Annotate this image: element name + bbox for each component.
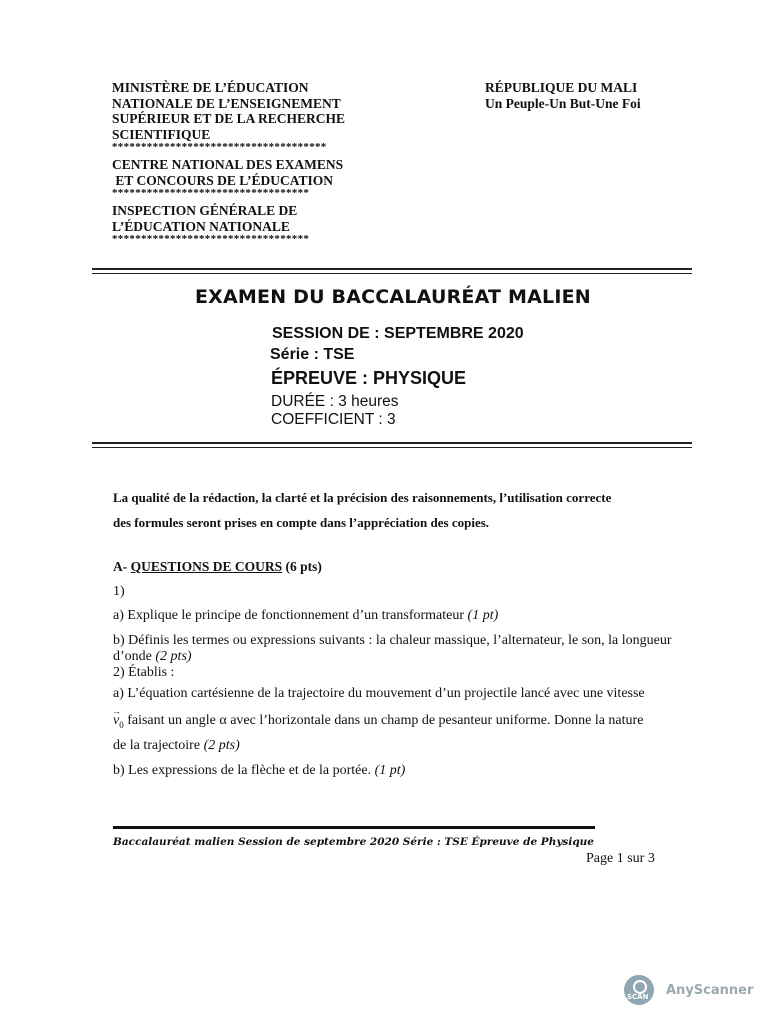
question-2b: [113, 763, 673, 779]
centre-line: CENTRE NATIONAL DES EXAMENS: [112, 157, 344, 172]
exam-epreuve: ÉPREUVE : PHYSIQUE: [271, 368, 467, 388]
section-prefix: A-: [113, 559, 131, 574]
footer-rule: [113, 826, 595, 829]
question-1a: [113, 608, 673, 624]
velocity-vector: [113, 713, 124, 733]
question-points: (2 pts): [203, 738, 240, 753]
scanner-logo-label: SCAN: [627, 993, 649, 1001]
exam-session: SESSION DE : SEPTEMBRE 2020: [272, 325, 524, 342]
question-text: a) Explique le principe de fonctionnement d’un transformateur: [113, 608, 468, 623]
question-text: de la trajectoire: [113, 738, 204, 753]
section-points: (6 pts): [282, 559, 322, 574]
bottom-rule-thin: [92, 447, 692, 448]
republic-motto: Un Peuple-Un But-Une Foi: [485, 96, 641, 111]
top-rule-thin: [92, 273, 692, 274]
page-number: Page 1 sur 3: [586, 851, 655, 866]
question-text: b) Les expressions de la flèche et de la portée.: [113, 763, 375, 778]
vector-symbol: v: [113, 713, 120, 728]
exam-title: EXAMEN DU BACCALAURÉAT MALIEN: [195, 286, 591, 308]
lens-icon: [633, 980, 647, 994]
question-1: 1): [113, 584, 125, 599]
question-2: 2) Établis :: [113, 665, 175, 680]
section-a-title: [113, 559, 322, 575]
vector-subscript: 0: [119, 719, 124, 730]
question-points: (2 pts): [155, 649, 192, 664]
ministry-line: NATIONALE DE L’ENSEIGNEMENT: [112, 95, 341, 111]
scanner-logo-icon: [624, 975, 654, 1005]
question-1b: [113, 633, 673, 665]
republic-header: [485, 80, 641, 112]
question-text: faisant un angle α avec l’horizontale dans un champ de pesanteur uniforme. Donne la nature: [123, 713, 644, 728]
exam-coefficient: COEFFICIENT : 3: [271, 411, 396, 428]
section-heading: QUESTIONS DE COURS: [130, 559, 283, 574]
star-separator: **********************************: [112, 187, 310, 199]
ministry-header: [112, 80, 412, 245]
question-text: b) Définis les termes ou expressions suivants : la chaleur massique, l’alternateur, le son, la longueur d’onde: [113, 633, 672, 664]
scanner-watermark: AnyScanner: [666, 983, 754, 998]
republic-name: RÉPUBLIQUE DU MALI: [485, 80, 638, 95]
top-rule: [92, 268, 692, 270]
star-separator: **********************************: [112, 233, 310, 245]
inspection-line: L’ÉDUCATION NATIONALE: [112, 218, 290, 234]
exam-serie: Série : TSE: [270, 346, 355, 363]
centre-line: ET CONCOURS DE L’ÉDUCATION: [112, 172, 334, 188]
bottom-rule: [92, 442, 692, 444]
star-separator: *************************************: [112, 141, 327, 153]
question-2a-line1: a) L’équation cartésienne de la trajectoire du mouvement d’un projectile lancé avec une vitesse: [113, 686, 645, 701]
footer-text: Baccalauréat malien Session de septembre 2020 Série : TSE Épreuve de Physique: [113, 836, 594, 848]
inspection-line: INSPECTION GÉNÉRALE DE: [112, 203, 298, 218]
question-2a-line2: [113, 713, 673, 733]
question-points: (1 pt): [374, 763, 406, 778]
intro-line: La qualité de la rédaction, la clarté et la précision des raisonnements, l’utilisation correcte: [113, 490, 612, 505]
question-2a-line3: [113, 738, 673, 754]
ministry-line: MINISTÈRE DE L’ÉDUCATION: [112, 80, 309, 95]
intro-line: des formules seront prises en compte dans l’appréciation des copies.: [113, 515, 490, 530]
ministry-line: SUPÉRIEUR ET DE LA RECHERCHE: [112, 111, 346, 126]
intro-paragraph: [113, 485, 673, 535]
question-points: (1 pt): [467, 608, 499, 623]
exam-duree: DURÉE : 3 heures: [271, 393, 399, 410]
ministry-line: SCIENTIFIQUE: [112, 126, 211, 142]
